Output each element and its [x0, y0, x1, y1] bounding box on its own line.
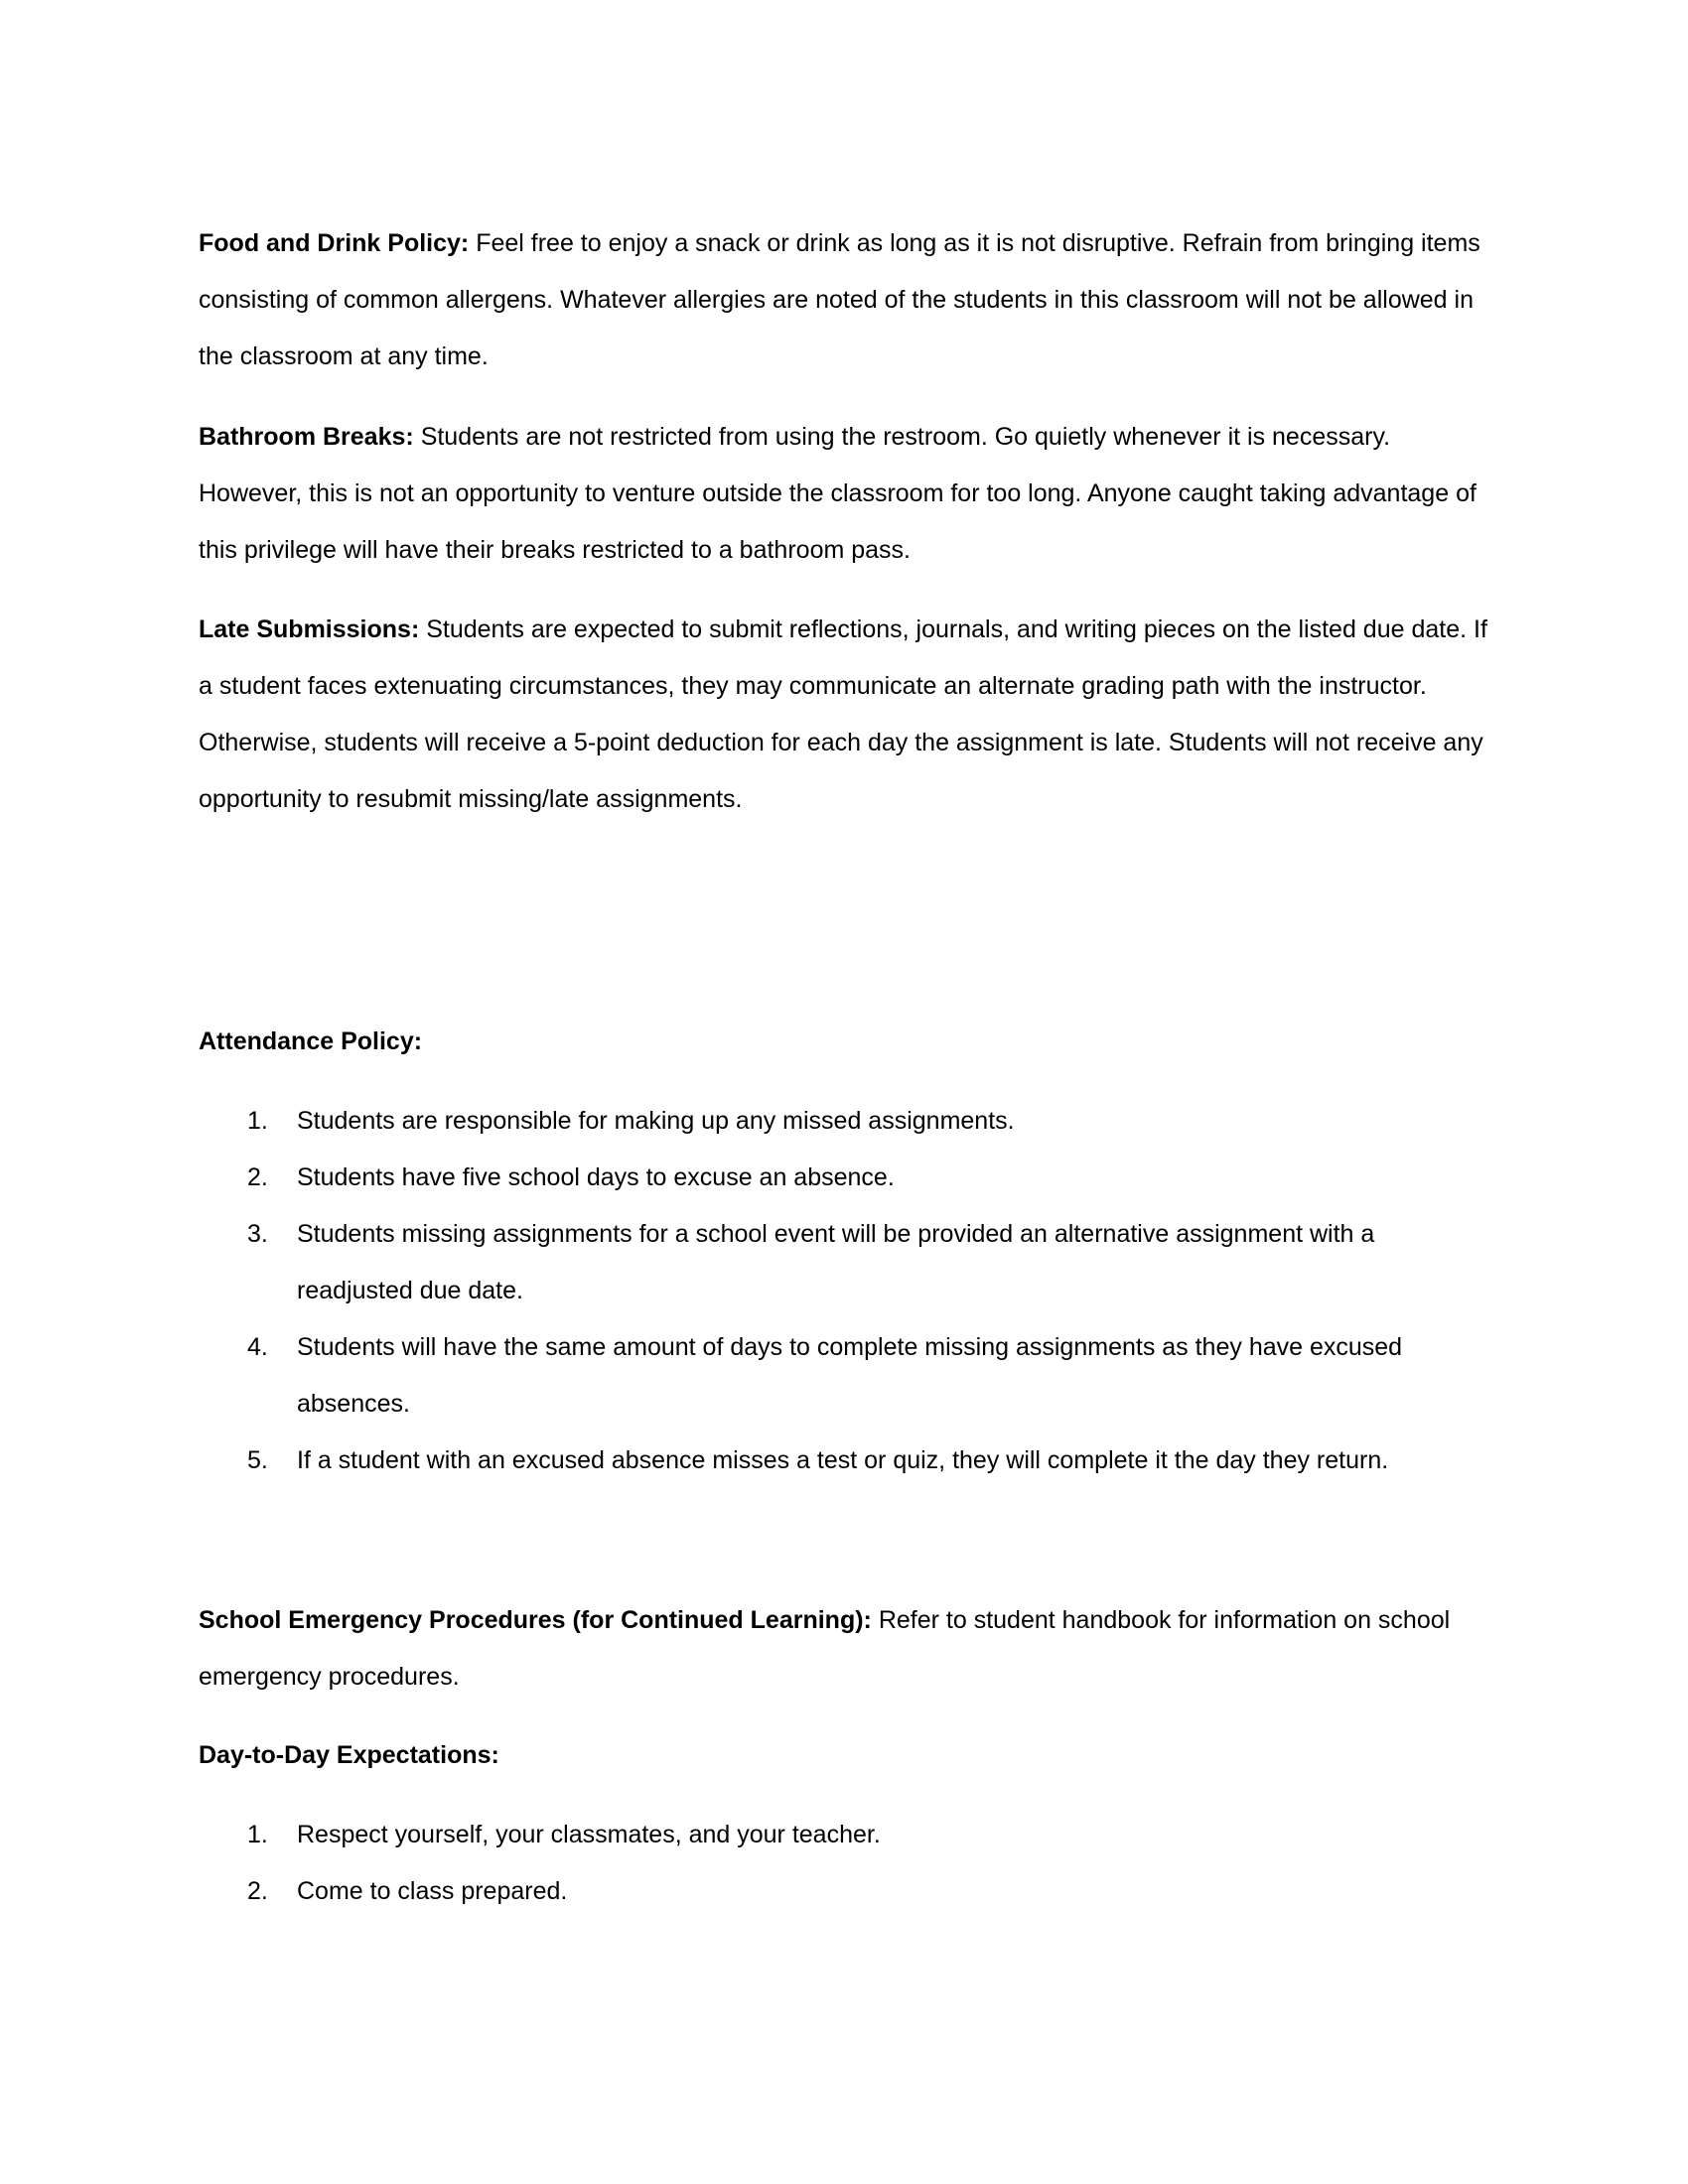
attendance-policy-heading: Attendance Policy: [199, 1027, 423, 1055]
bathroom-breaks-text: Students are not restricted from using the restroom. Go quietly whenever it is necessary. However, this is not an opportunity to venture outside the classroom for too long. Anyone caught taking advantage of this privilege will have their breaks restricted to a bathroom pass. [199, 423, 1477, 564]
list-item-text: Students missing assignments for a school event will be provided an alternative assignment with a readjusted due date. [297, 1220, 1375, 1304]
attendance-policy-list [199, 1093, 1489, 1489]
list-item [199, 1863, 1489, 1920]
list-item-text: Students will have the same amount of days to complete missing assignments as they have excused absences. [297, 1333, 1403, 1418]
bathroom-breaks-label: Bathroom Breaks: [199, 423, 414, 451]
list-item-number: 1. [247, 1107, 268, 1135]
late-submissions-label: Late Submissions: [199, 615, 420, 643]
list-item-text: If a student with an excused absence misses a test or quiz, they will complete it the day they return. [297, 1446, 1389, 1474]
list-item-number: 4. [247, 1333, 268, 1361]
list-item-text: Respect yourself, your classmates, and your teacher. [297, 1821, 881, 1848]
list-item [199, 1807, 1489, 1863]
list-item [199, 1433, 1489, 1489]
list-item-text: Come to class prepared. [297, 1877, 568, 1905]
list-item-number: 3. [247, 1220, 268, 1248]
emergency-procedures-text: Refer to student handbook for information on school emergency procedures. [199, 1606, 1451, 1691]
list-item-text: Students have five school days to excuse an absence. [297, 1163, 895, 1191]
day-to-day-expectations-heading: Day-to-Day Expectations: [199, 1741, 499, 1769]
list-item [199, 1093, 1489, 1150]
emergency-procedures [199, 1592, 1489, 1706]
list-item-number: 1. [247, 1821, 268, 1848]
food-drink-policy-label: Food and Drink Policy: [199, 229, 470, 257]
list-item [199, 1150, 1489, 1206]
food-drink-policy [199, 215, 1489, 385]
late-submissions [199, 602, 1489, 828]
list-item-text: Students are responsible for making up any missed assignments. [297, 1107, 1015, 1135]
list-item-number: 2. [247, 1163, 268, 1191]
list-item-number: 5. [247, 1446, 268, 1474]
list-item-number: 2. [247, 1877, 268, 1905]
bathroom-breaks [199, 409, 1489, 579]
late-submissions-text: Students are expected to submit reflections, journals, and writing pieces on the listed due date. If a student faces extenuating circumstances, they may communicate an alternate grading path with the instructor. Otherwise, students will receive a 5-point deduction for each day the assignment is late. Students will not receive any opportunity to resubmit missing/late assignments. [199, 615, 1487, 813]
food-drink-policy-text: Feel free to enjoy a snack or drink as long as it is not disruptive. Refrain from bringing items consisting of common allergens. Whatever allergies are noted of the students in this classroom will not be allowed in the classroom at any time. [199, 229, 1480, 370]
list-item [199, 1206, 1489, 1319]
emergency-procedures-label: School Emergency Procedures (for Continued Learning): [199, 1606, 872, 1634]
expectations-list [199, 1807, 1489, 1920]
list-item [199, 1319, 1489, 1433]
